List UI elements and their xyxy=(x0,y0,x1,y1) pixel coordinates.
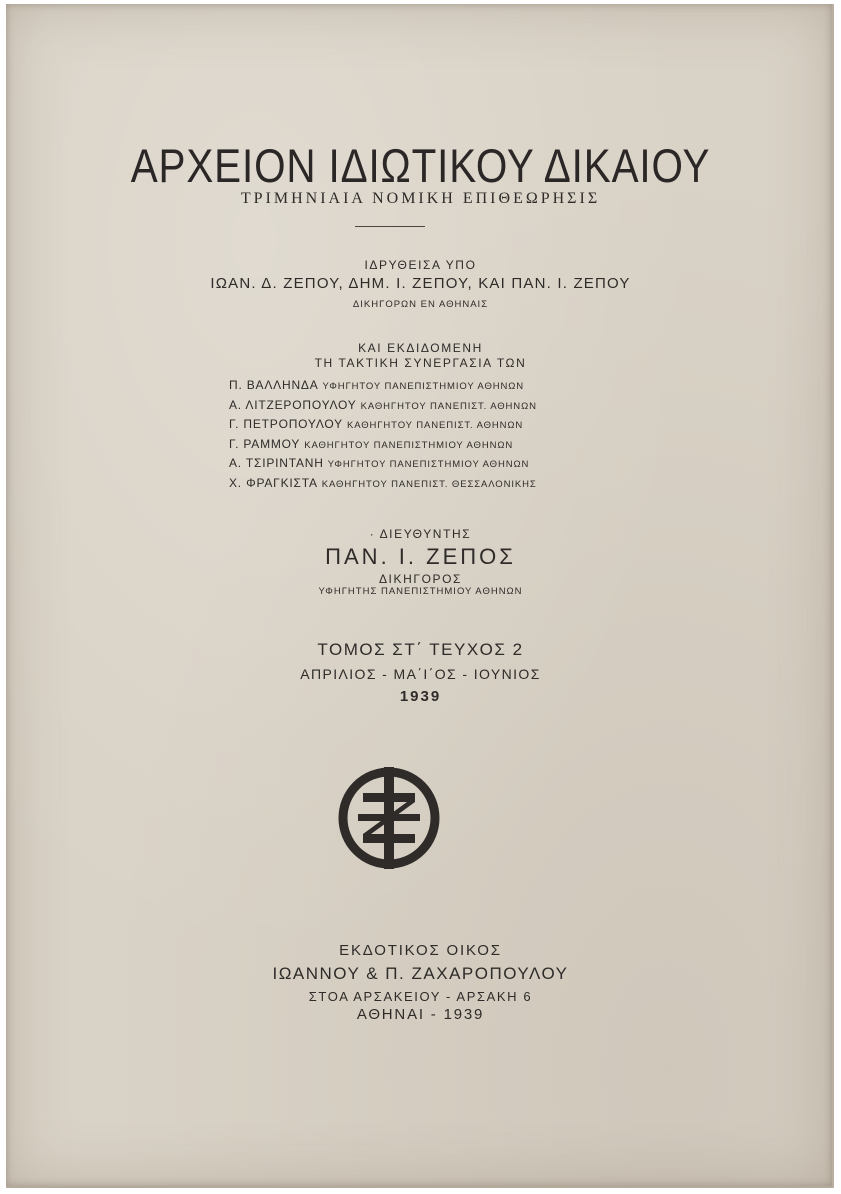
collaborator-title: ΚΑΘΗΓΗΤΟΥ ΠΑΝΕΠΙΣΤ. ΑΘΗΝΩΝ xyxy=(346,420,524,431)
collaborator-title: ΥΦΗΓΗΤΟΥ ΠΑΝΕΠΙΣΤΗΜΙΟΥ ΑΘΗΝΩΝ xyxy=(327,459,530,470)
collaborator-name: Α. ΛΙΤΖΕΡΟΠΟΥΛΟΥ xyxy=(229,397,357,412)
collaborator-name: Π. ΒΑΛΛΗΝΔΑ xyxy=(229,378,319,392)
title-divider xyxy=(355,226,425,227)
collaborator-entry xyxy=(229,454,569,474)
director-label: · ΔΙΕΥΘΥΝΤΗΣ xyxy=(369,527,472,541)
publisher-monogram-icon xyxy=(336,765,442,871)
volume-issue: ΤΟΜΟΣ ΣΤ΄ ΤΕΥΧΟΣ 2 xyxy=(317,640,524,659)
publisher-address: ΣΤΟΑ ΑΡΣΑΚΕΙΟΥ - ΑΡΣΑΚΗ 6 xyxy=(308,989,533,1004)
published-label-1: ΚΑΙ ΕΚΔΙΔΟΜΕΝΗ xyxy=(358,341,483,355)
collaborator-name: Χ. ΦΡΑΓΚΙΣΤΑ xyxy=(229,475,318,490)
publisher-name: ΙΩΑΝΝΟΥ & Π. ΖΑΧΑΡΟΠΟΥΛΟΥ xyxy=(272,964,569,983)
collaborator-entry xyxy=(229,474,569,494)
collaborator-title: ΥΦΗΓΗΤΟΥ ΠΑΝΕΠΙΣΤΗΜΙΟΥ ΑΘΗΝΩΝ xyxy=(322,381,525,392)
director-name: ΠΑΝ. Ι. ΖΕΠΟΣ xyxy=(325,544,516,569)
collaborator-name: Α. ΤΣΙΡΙΝΤΑΝΗ xyxy=(229,456,324,470)
collaborator-entry xyxy=(229,396,569,416)
published-label-2: ΤΗ ΤΑΚΤΙΚΗ ΣΥΝΕΡΓΑΣΙΑ ΤΩΝ xyxy=(314,356,527,370)
journal-title: ΑΡΧΕΙΟΝ ΙΔΙΩΤΙΚΟΥ ΔΙΚΑΙΟΥ xyxy=(130,139,711,192)
director-position: ΥΦΗΓΗΤΗΣ ΠΑΝΕΠΙΣΤΗΜΙΟΥ ΑΘΗΝΩΝ xyxy=(318,586,523,597)
publisher-place-date: ΑΘΗΝΑΙ - 1939 xyxy=(356,1006,485,1023)
collaborator-title: ΚΑΘΗΓΗΤΟΥ ΠΑΝΕΠΙΣΤ. ΘΕΣΣΑΛΟΝΙΚΗΣ xyxy=(321,478,537,490)
collaborator-title: ΚΑΘΗΓΗΤΟΥ ΠΑΝΕΠΙΣΤ. ΑΘΗΝΩΝ xyxy=(360,400,537,412)
issue-months: ΑΠΡΙΛΙΟΣ - ΜΑ΄Ι΄ΟΣ - ΙΟΥΝΙΟΣ xyxy=(300,666,541,682)
collaborator-name: Γ. ΡΑΜΜΟΥ xyxy=(229,436,301,451)
collaborator-title: ΚΑΘΗΓΗΤΟΥ ΠΑΝΕΠΙΣΤΗΜΙΟΥ ΑΘΗΝΩΝ xyxy=(304,439,514,451)
director-role: ΔΙΚΗΓΟΡΟΣ xyxy=(378,572,463,586)
collaborator-entry xyxy=(229,435,569,455)
collaborator-entry xyxy=(229,376,569,396)
founders-line: ΙΩΑΝ. Δ. ΖΕΠΟΥ, ΔΗΜ. Ι. ΖΕΠΟΥ, ΚΑΙ ΠΑΝ. Ι. ΖΕΠΟΥ xyxy=(210,275,631,292)
issue-year: 1939 xyxy=(399,688,442,705)
collaborator-name: Γ. ΠΕΤΡΟΠΟΥΛΟΥ xyxy=(229,417,343,431)
collaborator-entry xyxy=(229,415,569,435)
founders-role: ΔΙΚΗΓΟΡΩΝ ΕΝ ΑΘΗΝΑΙΣ xyxy=(352,299,489,310)
collaborators-list xyxy=(229,376,569,493)
journal-subtitle: ΤΡΙΜΗΝΙΑΙΑ ΝΟΜΙΚΗ ΕΠΙΘΕΩΡΗΣΙΣ xyxy=(240,190,601,207)
publisher-label: ΕΚΔΟΤΙΚΟΣ ΟΙΚΟΣ xyxy=(339,942,502,959)
founded-by-label: ΙΔΡΥΘΕΙΣΑ ΥΠΟ xyxy=(364,258,477,272)
